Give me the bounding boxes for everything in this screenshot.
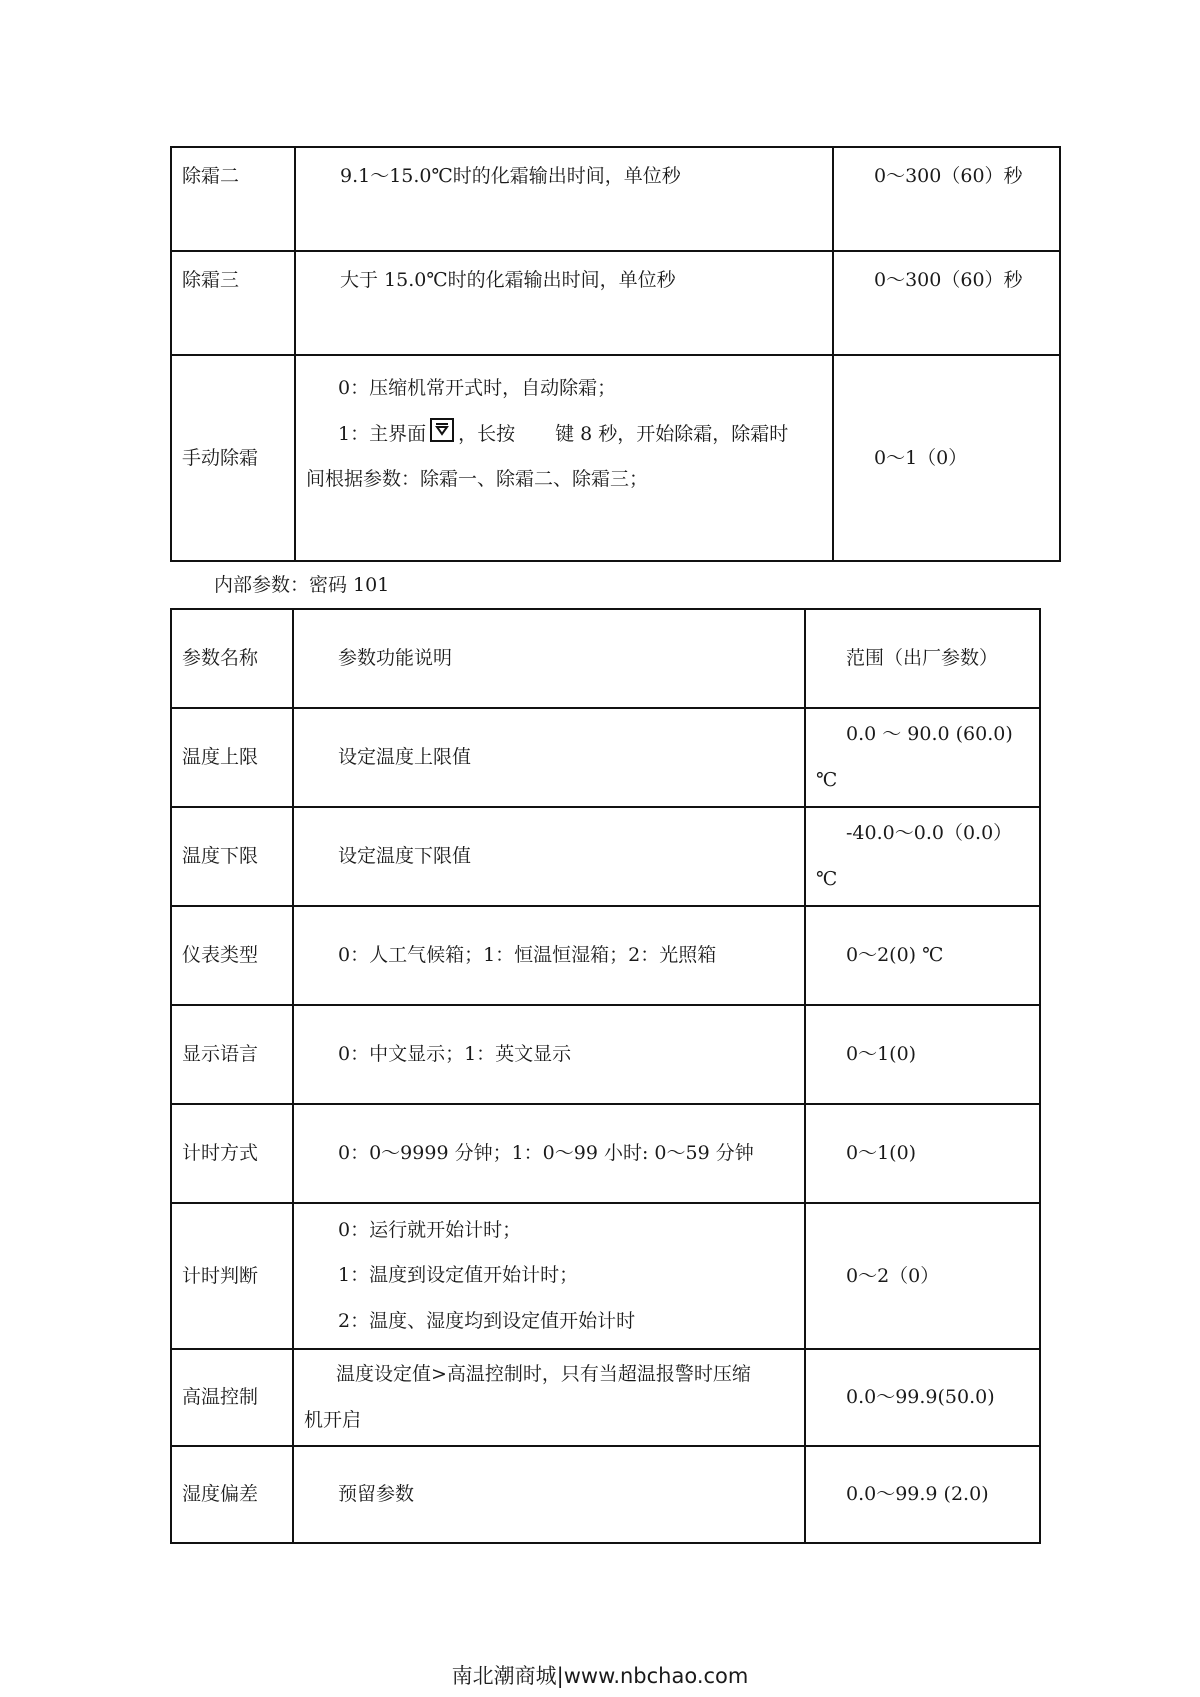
param-range: 0～1(0) <box>805 1104 1040 1203</box>
param-name: 湿度偏差 <box>171 1446 293 1543</box>
table-row <box>171 708 1040 807</box>
param-desc <box>293 1349 805 1446</box>
table-row <box>171 1446 1040 1543</box>
table-row <box>171 807 1040 906</box>
desc-line: 温度设定值>高温控制时，只有当超温报警时压缩 <box>336 1362 751 1385</box>
param-desc <box>293 1203 805 1349</box>
param-desc: 设定温度下限值 <box>293 807 805 906</box>
param-range: 0～1（0） <box>833 355 1060 561</box>
param-name: 除霜二 <box>171 147 295 251</box>
header-name: 参数名称 <box>171 609 293 708</box>
param-name: 除霜三 <box>171 251 295 355</box>
table-row <box>171 1005 1040 1104</box>
param-range: 0～2(0) ℃ <box>805 906 1040 1005</box>
param-name: 仪表类型 <box>171 906 293 1005</box>
desc-text: ，长按 <box>458 422 516 445</box>
footer-site-link[interactable]: 南北潮商城|www.nbchao.com <box>451 1664 749 1688</box>
desc-line <box>306 412 822 458</box>
param-name: 高温控制 <box>171 1349 293 1446</box>
desc-line: 1：温度到设定值开始计时； <box>338 1264 579 1287</box>
param-name: 手动除霜 <box>171 355 295 561</box>
desc-text: 1：主界面 <box>338 422 427 445</box>
param-desc: 0：0～9999 分钟；1：0～99 小时: 0～59 分钟 <box>293 1104 805 1203</box>
defrost-params-table <box>170 146 1061 562</box>
internal-params-table <box>170 608 1041 1544</box>
param-name: 温度上限 <box>171 708 293 807</box>
param-range <box>805 708 1040 807</box>
param-desc: 预留参数 <box>293 1446 805 1543</box>
range-line: 0.0 ～ 90.0 (60.0) <box>846 722 1013 745</box>
param-desc: 大于 15.0℃时的化霜输出时间，单位秒 <box>295 251 833 355</box>
down-key-icon <box>430 418 454 442</box>
param-name: 温度下限 <box>171 807 293 906</box>
param-desc: 0：中文显示；1：英文显示 <box>293 1005 805 1104</box>
table-row <box>171 1349 1040 1446</box>
table-row <box>171 355 1060 561</box>
range-line: ℃ <box>816 768 838 791</box>
param-range: 0～2（0） <box>805 1203 1040 1349</box>
param-desc: 设定温度上限值 <box>293 708 805 807</box>
table-row <box>171 1203 1040 1349</box>
param-range: 0～300（60）秒 <box>833 147 1060 251</box>
range-line: ℃ <box>816 867 838 890</box>
table-row <box>171 147 1060 251</box>
param-name: 计时方式 <box>171 1104 293 1203</box>
header-desc: 参数功能说明 <box>293 609 805 708</box>
param-range: 0.0～99.9 (2.0) <box>805 1446 1040 1543</box>
param-range: 0.0～99.9(50.0) <box>805 1349 1040 1446</box>
param-range: 0～300（60）秒 <box>833 251 1060 355</box>
table-header-row <box>171 609 1040 708</box>
desc-line: 0：运行就开始计时； <box>338 1218 522 1241</box>
desc-line: 0：压缩机常开式时，自动除霜； <box>338 377 617 399</box>
param-name: 显示语言 <box>171 1005 293 1104</box>
table-row <box>171 1104 1040 1203</box>
param-desc: 9.1～15.0℃时的化霜输出时间，单位秒 <box>295 147 833 251</box>
desc-line: 间根据参数：除霜一、除霜二、除霜三； <box>306 468 649 491</box>
range-line: -40.0～0.0（0.0） <box>846 821 1013 844</box>
param-desc: 0：人工气候箱；1：恒温恒湿箱；2：光照箱 <box>293 906 805 1005</box>
param-desc <box>295 355 833 561</box>
param-range: 0～1(0) <box>805 1005 1040 1104</box>
desc-text: 键 8 秒，开始除霜，除霜时 <box>555 422 789 445</box>
param-range <box>805 807 1040 906</box>
param-name: 计时判断 <box>171 1203 293 1349</box>
header-range: 范围（出厂参数） <box>805 609 1040 708</box>
desc-line: 机开启 <box>304 1408 362 1431</box>
table-row <box>171 251 1060 355</box>
internal-params-caption: 内部参数：密码 101 <box>214 574 390 596</box>
desc-line: 2：温度、湿度均到设定值开始计时 <box>338 1309 636 1332</box>
table-row <box>171 906 1040 1005</box>
